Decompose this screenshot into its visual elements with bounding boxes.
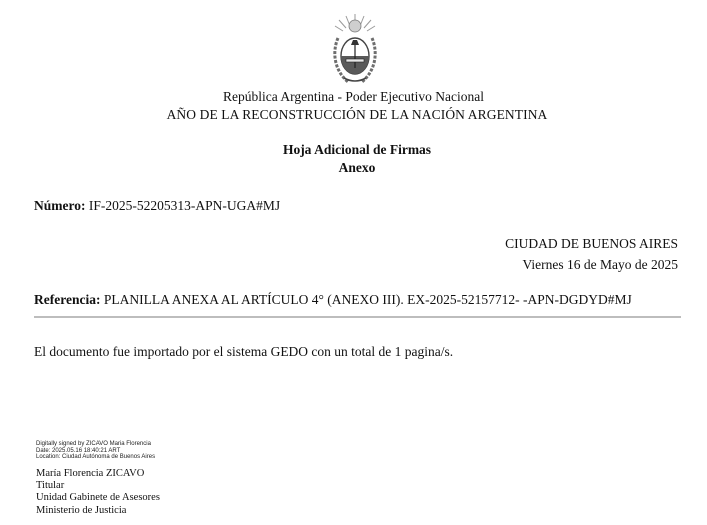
signature-stamp-signer: Digitally signed by ZICAVO Maria Florencia	[36, 441, 151, 447]
referencia-row	[34, 292, 632, 308]
signature-stamp-location: Location: Ciudad Autónoma de Buenos Aires	[36, 454, 156, 461]
numero-row	[34, 198, 280, 214]
signer-ministry: Ministerio de Justicia	[36, 504, 127, 516]
body-text: El documento fue importado por el sistema GEDO con un total de 1 pagina/s.	[34, 344, 454, 359]
digital-signature-stamp	[36, 441, 155, 461]
numero-value: IF-2025-52205313-APN-UGA#MJ	[88, 198, 281, 213]
header-year-motto: AÑO DE LA RECONSTRUCCIÓN DE LA NACIÓN ARGENTINA	[166, 107, 548, 122]
signer-role: Titular	[36, 480, 65, 492]
signer-block	[36, 468, 160, 517]
divider	[34, 316, 681, 318]
city: CIUDAD DE BUENOS AIRES	[505, 236, 678, 251]
referencia-label: Referencia:	[34, 292, 101, 307]
document-title: Hoja Adicional de Firmas	[282, 142, 432, 157]
document-subtitle: Anexo	[338, 160, 376, 175]
document-date: Viernes 16 de Mayo de 2025	[522, 257, 678, 272]
argentina-coat-of-arms-icon	[330, 12, 380, 88]
numero-label: Número:	[34, 198, 86, 213]
referencia-value: PLANILLA ANEXA AL ARTÍCULO 4° (ANEXO III). EX-2025-52157712- -APN-DGDYD#MJ	[103, 292, 632, 307]
header-republic-line: República Argentina - Poder Ejecutivo Nacional	[222, 89, 485, 104]
signer-unit: Unidad Gabinete de Asesores	[36, 492, 160, 504]
signature-stamp-date: Date: 2025.05.16 18:40:21 ART	[36, 447, 121, 454]
signer-name: María Florencia ZICAVO	[36, 468, 145, 479]
